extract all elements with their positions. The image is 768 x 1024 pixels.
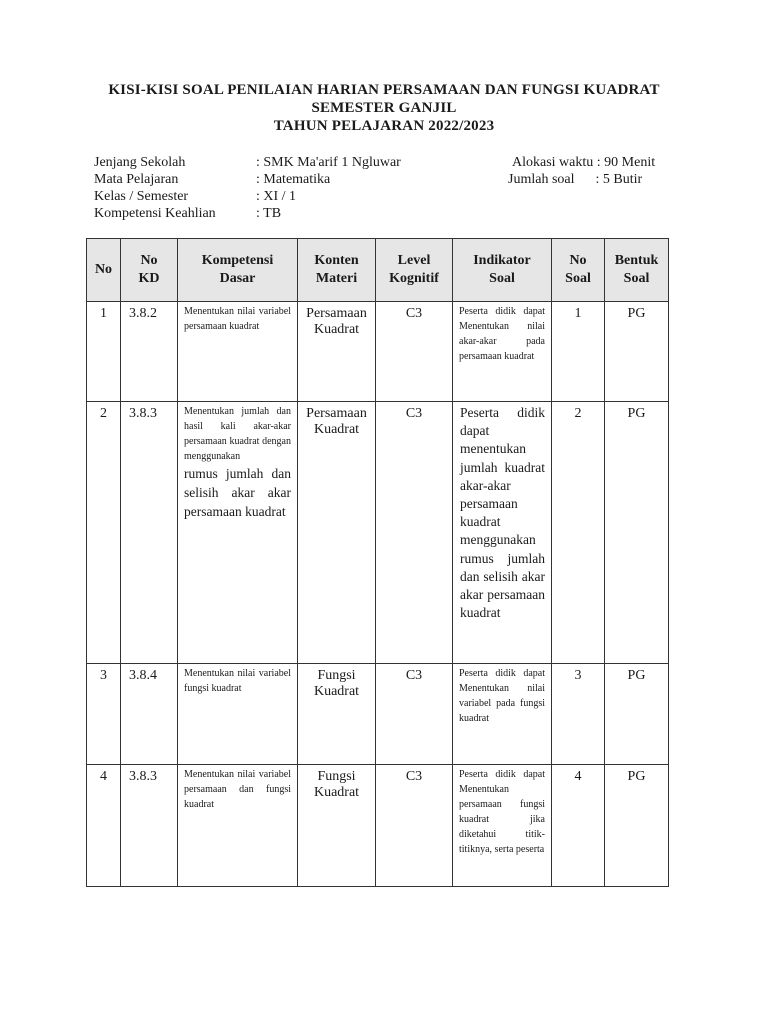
mapel-label: Mata Pelajaran <box>94 172 179 187</box>
header-level-kognitif: Level Kognitif <box>376 239 453 302</box>
cell-indikator: Peserta didik dapat menentukan jumlah kuadrat akar-akar persamaan kuadrat menggunakan rumus jumlah dan selisih akar akar persamaan kuadrat <box>453 402 552 664</box>
cell-kompetensi <box>178 402 298 664</box>
cell-level: C3 <box>376 402 453 664</box>
cell-kompetensi: Menentukan nilai variabel persamaan dan fungsi kuadrat <box>178 765 298 887</box>
cell-indikator: Peserta didik dapat Menentukan nilai variabel pada fungsi kuadrat <box>453 664 552 765</box>
cell-no: 2 <box>87 402 121 664</box>
cell-no-soal: 2 <box>552 402 605 664</box>
kompetensi-text-large: rumus jumlah dan selisih akar akar persamaan kuadrat <box>184 466 291 519</box>
cell-konten: Fungsi Kuadrat <box>298 664 376 765</box>
header-no-soal: No Soal <box>552 239 605 302</box>
table-row <box>87 664 669 765</box>
kompetensi-value: : TB <box>256 206 282 221</box>
jenjang-value: : SMK Ma'arif 1 Ngluwar <box>256 155 401 170</box>
kelas-value: : XI / 1 <box>256 189 297 204</box>
table-header-row <box>87 239 669 302</box>
document-title: KISI-KISI SOAL PENILAIAN HARIAN PERSAMAAN DAN FUNGSI KUADRAT <box>108 82 660 98</box>
table-row <box>87 302 669 402</box>
header-bentuk-soal: Bentuk Soal <box>605 239 669 302</box>
cell-bentuk: PG <box>605 302 669 402</box>
header-konten-materi: Konten Materi <box>298 239 376 302</box>
mapel-value: : Matematika <box>256 172 331 187</box>
header-kompetensi-dasar: Kompetensi Dasar <box>178 239 298 302</box>
cell-indikator: Peserta didik dapat Menentukan nilai akar-akar pada persamaan kuadrat <box>453 302 552 402</box>
jenjang-label: Jenjang Sekolah <box>94 155 186 170</box>
cell-indikator: Peserta didik dapat Menentukan persamaan fungsi kuadrat jika diketahui titik-titiknya, serta peserta <box>453 765 552 887</box>
cell-level: C3 <box>376 664 453 765</box>
kompetensi-text-small: Menentukan jumlah dan hasil kali akar-akar persamaan kuadrat dengan menggunakan <box>184 406 291 462</box>
cell-no-soal: 3 <box>552 664 605 765</box>
cell-no-soal: 4 <box>552 765 605 887</box>
cell-no: 3 <box>87 664 121 765</box>
table-row <box>87 402 669 664</box>
header-no-kd: No KD <box>121 239 178 302</box>
table-row <box>87 765 669 887</box>
cell-bentuk: PG <box>605 402 669 664</box>
cell-konten: Persamaan Kuadrat <box>298 302 376 402</box>
document-subtitle-semester: SEMESTER GANJIL <box>311 100 457 116</box>
cell-konten: Persamaan Kuadrat <box>298 402 376 664</box>
cell-kd: 3.8.4 <box>121 664 178 765</box>
cell-bentuk: PG <box>605 664 669 765</box>
cell-kd: 3.8.3 <box>121 402 178 664</box>
cell-no: 1 <box>87 302 121 402</box>
jumlah-soal: Jumlah soal : 5 Butir <box>508 172 643 187</box>
header-no: No <box>87 239 121 302</box>
kompetensi-label: Kompetensi Keahlian <box>94 206 216 221</box>
cell-level: C3 <box>376 765 453 887</box>
alokasi-waktu: Alokasi waktu : 90 Menit <box>512 155 656 170</box>
cell-konten: Fungsi Kuadrat <box>298 765 376 887</box>
cell-kompetensi: Menentukan nilai variabel fungsi kuadrat <box>178 664 298 765</box>
cell-no: 4 <box>87 765 121 887</box>
cell-kd: 3.8.2 <box>121 302 178 402</box>
cell-level: C3 <box>376 302 453 402</box>
cell-bentuk: PG <box>605 765 669 887</box>
cell-no-soal: 1 <box>552 302 605 402</box>
header-indikator-soal: Indikator Soal <box>453 239 552 302</box>
document-subtitle-year: TAHUN PELAJARAN 2022/2023 <box>273 118 495 134</box>
kisi-kisi-table <box>86 238 669 887</box>
kelas-label: Kelas / Semester <box>94 189 189 204</box>
cell-kompetensi: Menentukan nilai variabel persamaan kuadrat <box>178 302 298 402</box>
cell-kd: 3.8.3 <box>121 765 178 887</box>
